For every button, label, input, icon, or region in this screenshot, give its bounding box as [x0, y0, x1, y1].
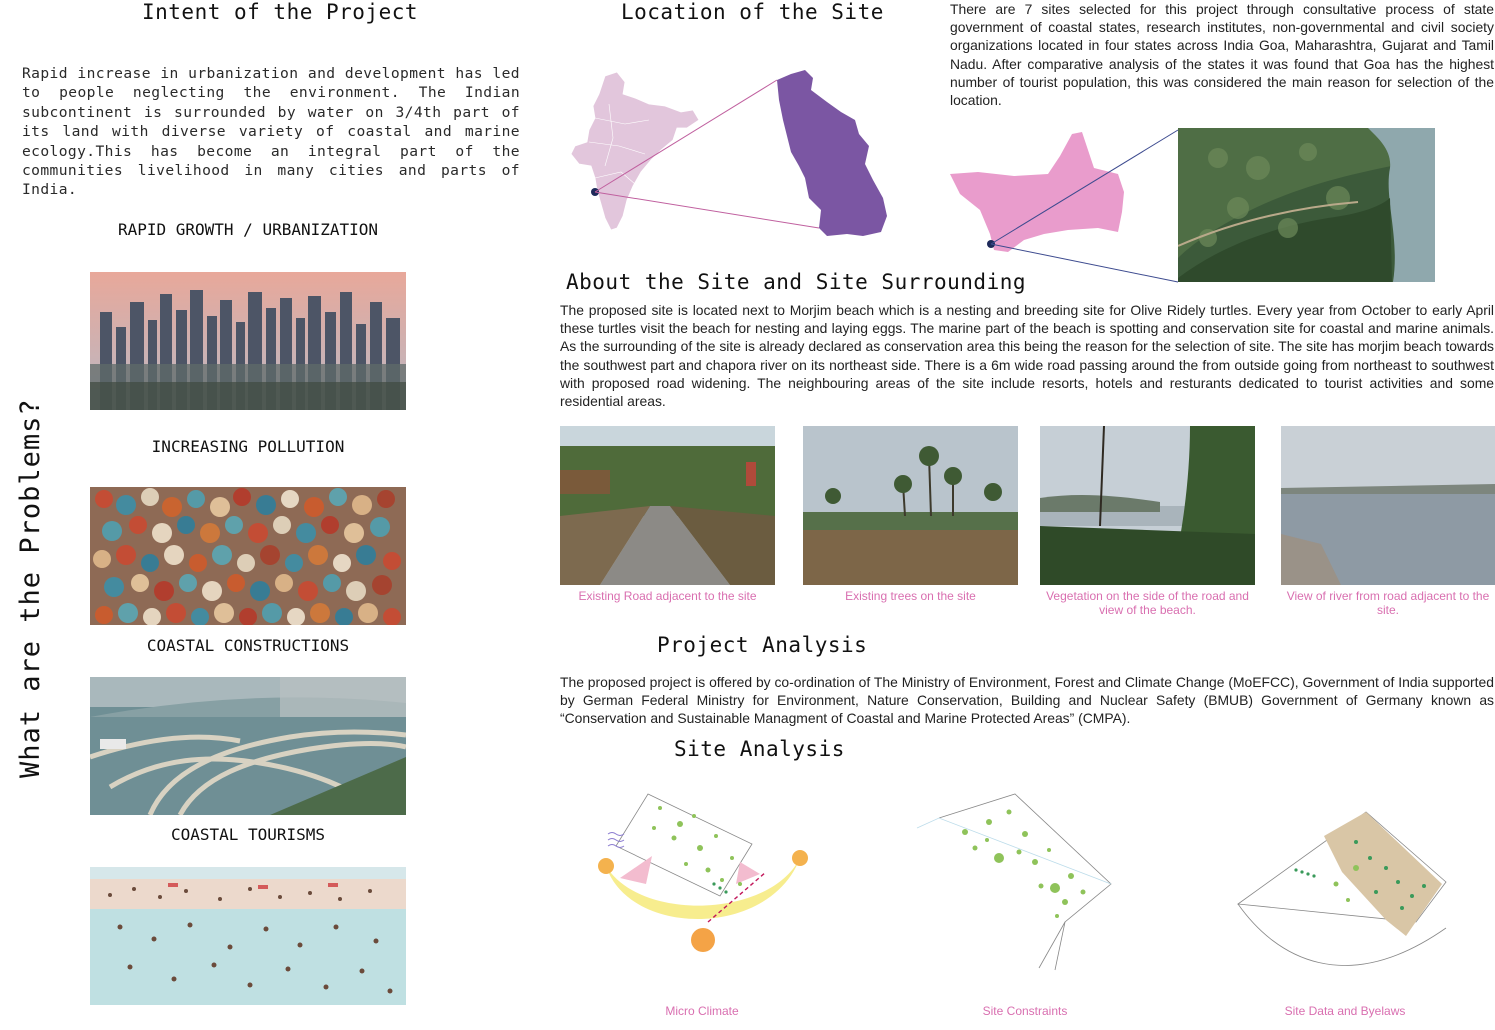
- location-map-india-goa: [565, 68, 895, 240]
- site-analysis-heading: Site Analysis: [674, 737, 845, 761]
- site-photo-road: [560, 426, 775, 585]
- problems-vertical-label: What are the Problems?: [15, 398, 46, 778]
- problem-label-urbanization: RAPID GROWTH / URBANIZATION: [117, 220, 379, 239]
- site-photo-trees-caption: Existing trees on the site: [845, 589, 976, 603]
- site-constraints-caption: Site Constraints: [982, 1004, 1068, 1018]
- tourism-photo: [90, 867, 406, 1005]
- constructions-photo: [90, 677, 406, 815]
- pollution-photo: [90, 487, 406, 625]
- site-photo-trees: [803, 426, 1018, 585]
- site-photo-road-caption: Existing Road adjacent to the site: [578, 589, 757, 603]
- site-photo-river-caption: View of river from road adjacent to the site.: [1286, 589, 1490, 617]
- about-paragraph: The proposed site is located next to Morjim beach which is a nesting and breeding site for Olive Ridely turtles. Every year from October to early April these turtles visit the beach for nesting and laying eggs. The marine part of the beach is spotting and conservation site for coastal and marine animals. As the surrounding of the site is already declared as conservation area this being the reason for the selection of site. The site has morjim beach towards the southwest part and chapora river on its northeast side. There is a 6m wide road passing around the from outside going from northeast to southwest with proposed road widening. The neighbouring areas of the site include resorts, hotels and resturants dedicated to tourist activities and some residential areas.: [560, 302, 1494, 410]
- site-data-diagram: [1236, 808, 1456, 998]
- site-constraints-diagram: [915, 792, 1120, 972]
- project-analysis-heading: Project Analysis: [657, 633, 868, 657]
- location-paragraph: There are 7 sites selected for this project through consultative process of state government of coastal states, research institutes, non-governmental and civil society organizations located in four states across India Goa, Maharashtra, Gujarat and Tamil Nadu. After comparative analysis of the states it was found that Goa has the highest number of tourist population, this was considered the main reason for selection of the location.: [950, 1, 1494, 109]
- micro-climate-caption: Micro Climate: [665, 1004, 739, 1018]
- urbanization-photo: [90, 272, 406, 410]
- project-analysis-paragraph: The proposed project is offered by co-ordination of The Ministry of Environment, Forest and Climate Change (MoEFCC), Government of India supported by German Federal Ministry for Environment, Nature Conservation, Building and Nuclear Safety (BMUB) Government of Germany known as “Conservation and Sustainable Managment of Coastal and Marine Protected Areas” (CMPA).: [560, 674, 1494, 727]
- site-data-caption: Site Data and Byelaws: [1284, 1004, 1406, 1018]
- problem-label-tourism: COASTAL TOURISMS: [170, 825, 326, 844]
- district-map-shape: [950, 132, 1124, 252]
- site-photo-river: [1281, 426, 1495, 585]
- intent-heading: Intent of the Project: [142, 0, 419, 24]
- goa-map-shape: [777, 70, 887, 236]
- problem-label-pollution: INCREASING POLLUTION: [151, 437, 345, 456]
- site-photo-vegetation: [1040, 426, 1255, 585]
- intent-paragraph: Rapid increase in urbanization and development has led to people neglecting the environment. The Indian subcontinent is surrounded by water on 3/4th part of its land with diverse variety of coastal and marine ecology.This has become an integral part of the communities livelihood in many cities and parts of India.: [22, 65, 520, 199]
- micro-climate-diagram: [590, 788, 815, 963]
- location-heading: Location of the Site: [621, 0, 884, 24]
- site-photo-vegetation-caption: Vegetation on the side of the road and view of the beach.: [1046, 589, 1249, 617]
- satellite-site-photo: [1178, 128, 1435, 282]
- problem-label-constructions: COASTAL CONSTRUCTIONS: [146, 636, 350, 655]
- about-heading: About the Site and Site Surrounding: [566, 270, 1027, 294]
